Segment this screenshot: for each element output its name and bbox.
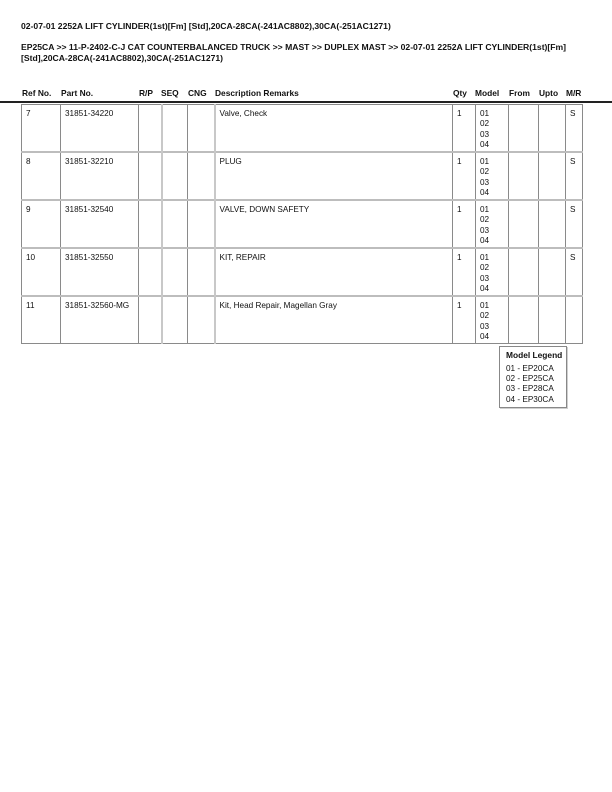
- col-header-description: Description Remarks: [215, 88, 299, 98]
- seq-cell: [162, 248, 188, 296]
- col-header-qty: Qty: [453, 88, 467, 98]
- from-cell: [509, 105, 539, 153]
- model-code: 03: [480, 273, 490, 283]
- model-code: 04: [480, 236, 490, 246]
- qty-cell: 1: [453, 152, 476, 200]
- model-code: 02: [480, 263, 490, 273]
- part-no-cell: 31851-32560-MG: [61, 296, 139, 344]
- description-cell: PLUG: [215, 152, 453, 200]
- mr-cell: S: [566, 200, 583, 248]
- model-code: 02: [480, 311, 490, 321]
- description-cell: VALVE, DOWN SAFETY: [215, 200, 453, 248]
- from-cell: [509, 248, 539, 296]
- seq-cell: [162, 200, 188, 248]
- upto-cell: [539, 248, 566, 296]
- qty-cell: 1: [453, 105, 476, 153]
- parts-table: [21, 104, 583, 344]
- col-header-mr: M/R: [566, 88, 582, 98]
- model-code: 03: [480, 129, 490, 139]
- col-header-part-no: Part No.: [61, 88, 94, 98]
- model-legend-item: 03 - EP28CA: [506, 384, 554, 394]
- upto-cell: [539, 105, 566, 153]
- upto-cell: [539, 296, 566, 344]
- col-header-model: Model: [475, 88, 500, 98]
- model-cell: [476, 105, 509, 153]
- model-code: 04: [480, 284, 490, 294]
- col-header-from: From: [509, 88, 530, 98]
- from-cell: [509, 200, 539, 248]
- upto-cell: [539, 200, 566, 248]
- model-code: 02: [480, 215, 490, 225]
- from-cell: [509, 152, 539, 200]
- rp-cell: [139, 152, 162, 200]
- model-legend-item: 04 - EP30CA: [506, 394, 554, 404]
- part-no-cell: 31851-32210: [61, 152, 139, 200]
- mr-cell: S: [566, 105, 583, 153]
- mr-cell: S: [566, 152, 583, 200]
- model-code: 03: [480, 177, 490, 187]
- seq-cell: [162, 105, 188, 153]
- table-row[interactable]: [22, 152, 583, 200]
- model-code: 01: [480, 205, 490, 214]
- ref-no-cell: 7: [22, 105, 61, 153]
- model-legend-item: 01 - EP20CA: [506, 364, 554, 373]
- upto-cell: [539, 152, 566, 200]
- from-cell: [509, 296, 539, 344]
- part-no-cell: 31851-32550: [61, 248, 139, 296]
- description-cell: Valve, Check: [215, 105, 453, 153]
- model-code: 02: [480, 119, 490, 129]
- table-header: [0, 86, 612, 102]
- model-cell: [476, 152, 509, 200]
- model-code: 01: [480, 253, 490, 262]
- model-code: 03: [480, 225, 490, 235]
- model-code: 04: [480, 188, 490, 198]
- breadcrumb: EP25CA >> 11-P-2402-C-J CAT COUNTERBALANCED TRUCK >> MAST >> DUPLEX MAST >> 02-07-01 2252A LIFT CYLINDER(1st)[Fm] [Std],20CA-28CA(-241AC8802),30CA(-251AC1271): [21, 42, 567, 63]
- table-row[interactable]: [22, 296, 583, 344]
- col-header-upto: Upto: [539, 88, 559, 98]
- model-legend-title: Model Legend: [506, 350, 563, 360]
- cng-cell: [188, 248, 215, 296]
- model-code: 01: [480, 301, 490, 310]
- qty-cell: 1: [453, 200, 476, 248]
- description-cell: Kit, Head Repair, Magellan Gray: [215, 296, 453, 344]
- ref-no-cell: 9: [22, 200, 61, 248]
- model-code: 02: [480, 167, 490, 177]
- table-row[interactable]: [22, 105, 583, 153]
- model-cell: [476, 296, 509, 344]
- ref-no-cell: 8: [22, 152, 61, 200]
- col-header-cng: CNG: [188, 88, 207, 98]
- part-no-cell: 31851-34220: [61, 105, 139, 153]
- model-code: 04: [480, 332, 490, 342]
- model-legend: [499, 346, 567, 408]
- col-header-ref-no: Ref No.: [22, 88, 52, 98]
- cng-cell: [188, 296, 215, 344]
- part-no-cell: 31851-32540: [61, 200, 139, 248]
- page-title: 02-07-01 2252A LIFT CYLINDER(1st)[Fm] [Std],20CA-28CA(-241AC8802),30CA(-251AC1271): [21, 21, 391, 31]
- seq-cell: [162, 152, 188, 200]
- header-divider: [0, 101, 612, 103]
- model-cell: [476, 248, 509, 296]
- rp-cell: [139, 248, 162, 296]
- model-code: 01: [480, 109, 490, 118]
- rp-cell: [139, 296, 162, 344]
- model-code: 04: [480, 140, 490, 150]
- table-row[interactable]: [22, 248, 583, 296]
- model-code: 03: [480, 321, 490, 331]
- mr-cell: [566, 296, 583, 344]
- rp-cell: [139, 105, 162, 153]
- cng-cell: [188, 200, 215, 248]
- cng-cell: [188, 105, 215, 153]
- mr-cell: S: [566, 248, 583, 296]
- model-code: 01: [480, 157, 490, 166]
- ref-no-cell: 10: [22, 248, 61, 296]
- ref-no-cell: 11: [22, 296, 61, 344]
- col-header-rp: R/P: [139, 88, 153, 98]
- rp-cell: [139, 200, 162, 248]
- seq-cell: [162, 296, 188, 344]
- description-cell: KIT, REPAIR: [215, 248, 453, 296]
- model-legend-item: 02 - EP25CA: [506, 374, 554, 384]
- table-row[interactable]: [22, 200, 583, 248]
- col-header-seq: SEQ: [161, 88, 179, 98]
- qty-cell: 1: [453, 296, 476, 344]
- cng-cell: [188, 152, 215, 200]
- model-cell: [476, 200, 509, 248]
- qty-cell: 1: [453, 248, 476, 296]
